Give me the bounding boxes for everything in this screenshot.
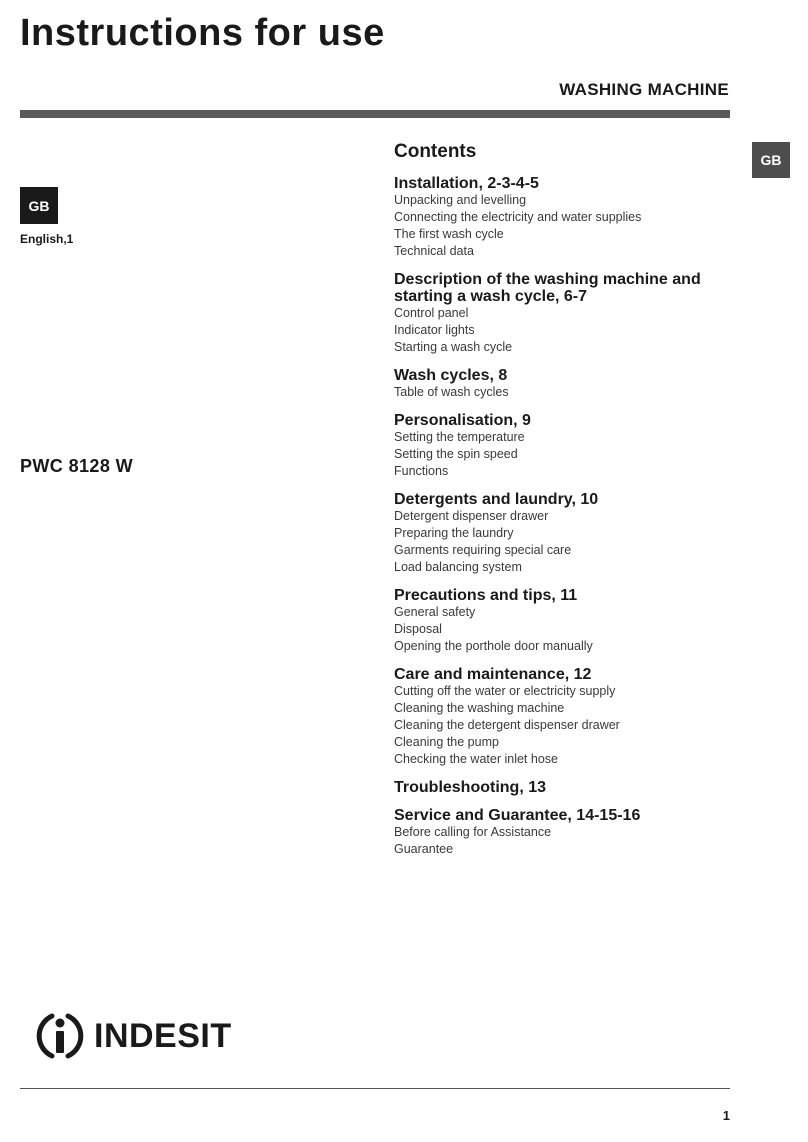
page-number: 1 (722, 1108, 730, 1123)
footer-rule (20, 1088, 730, 1089)
section-item: Starting a wash cycle (394, 340, 513, 354)
section-item: Control panel (394, 306, 469, 320)
section-heading: Service and Guarantee, 14-15-16 (394, 807, 641, 824)
indesit-logo-icon (32, 1008, 88, 1064)
section-item: Indicator lights (394, 323, 475, 337)
section-heading: Care and maintenance, 12 (394, 666, 592, 683)
section-item: Checking the water inlet hose (394, 752, 558, 766)
section-item: Before calling for Assistance (394, 825, 552, 839)
side-language-tab: GB (752, 142, 790, 178)
section-heading: Description of the washing machine and starting a wash cycle, 6-7 (394, 271, 701, 305)
section-item-list (394, 604, 724, 655)
section-item: Disposal (394, 622, 442, 636)
section-item-list (394, 508, 724, 576)
model-number: PWC 8128 W (20, 456, 134, 476)
contents-section (394, 140, 724, 869)
section-item: Cutting off the water or electricity supply (394, 684, 616, 698)
section-item: Detergent dispenser drawer (394, 509, 549, 523)
language-badge: GB (20, 187, 58, 224)
section-item-list (394, 384, 724, 401)
section-item: Preparing the laundry (394, 526, 514, 540)
section-item: Setting the spin speed (394, 447, 518, 461)
section-item: Cleaning the pump (394, 735, 499, 749)
section-item-list (394, 683, 724, 768)
contents-section-installation (394, 175, 724, 260)
section-heading: Wash cycles, 8 (394, 367, 508, 384)
section-heading: Personalisation, 9 (394, 412, 531, 429)
section-item: General safety (394, 605, 476, 619)
section-item: Table of wash cycles (394, 385, 509, 399)
contents-title: Contents (394, 141, 477, 162)
section-item: Load balancing system (394, 560, 522, 574)
section-item: Technical data (394, 244, 474, 258)
section-item: Opening the porthole door manually (394, 639, 593, 653)
contents-section-troubleshooting (394, 779, 724, 796)
contents-section-wash-cycles (394, 367, 724, 401)
contents-section-precautions (394, 587, 724, 655)
contents-section-service (394, 807, 724, 858)
section-item-list (394, 192, 724, 260)
contents-section-care (394, 666, 724, 768)
section-item: Garments requiring special care (394, 543, 572, 557)
section-heading: Installation, 2-3-4-5 (394, 175, 539, 192)
contents-section-personalisation (394, 412, 724, 480)
section-item: Setting the temperature (394, 430, 525, 444)
section-item: Functions (394, 464, 449, 478)
section-item-list (394, 429, 724, 480)
section-item: Unpacking and levelling (394, 193, 527, 207)
section-item: Connecting the electricity and water supplies (394, 210, 642, 224)
section-item: Cleaning the washing machine (394, 701, 565, 715)
page-title: Instructions for use (20, 12, 385, 54)
section-heading: Precautions and tips, 11 (394, 587, 578, 604)
section-item-list (394, 824, 724, 858)
brand-name: INDESIT (94, 1016, 232, 1055)
section-heading: Troubleshooting, 13 (394, 779, 547, 796)
language-label: English,1 (20, 232, 74, 246)
header-rule (20, 110, 730, 118)
contents-section-detergents (394, 491, 724, 576)
section-heading: Detergents and laundry, 10 (394, 491, 599, 508)
section-item-list (394, 305, 724, 356)
section-item: Guarantee (394, 842, 454, 856)
section-item: The first wash cycle (394, 227, 504, 241)
brand-logo (32, 1008, 232, 1064)
section-item: Cleaning the detergent dispenser drawer (394, 718, 620, 732)
contents-section-description (394, 271, 724, 356)
product-type-subtitle: WASHING MACHINE (559, 80, 729, 99)
